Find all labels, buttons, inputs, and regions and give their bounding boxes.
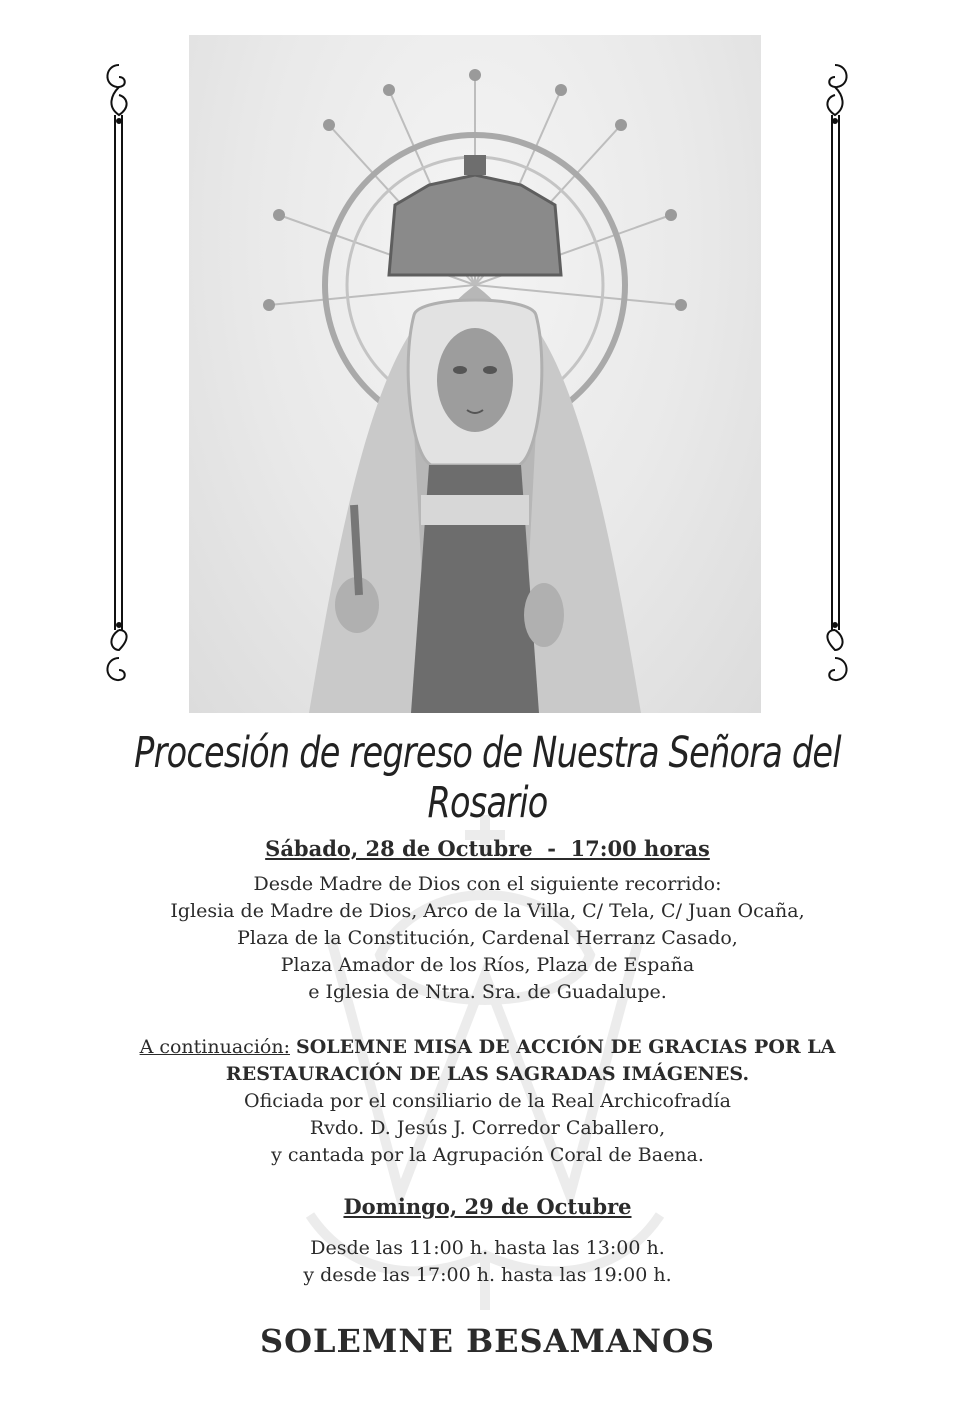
sunday-section <box>0 1193 975 1289</box>
mass-section <box>0 1034 975 1169</box>
route-line: e Iglesia de Ntra. Sra. de Guadalupe. <box>308 981 667 1003</box>
mass-heading-line-1 <box>0 1034 975 1061</box>
mass-line: Rvdo. D. Jesús J. Corredor Caballero, <box>309 1117 666 1139</box>
virgin-image-icon <box>189 35 761 713</box>
sunday-date: Domingo, 29 de Octubre <box>343 1194 632 1219</box>
saturday-section <box>0 835 975 1006</box>
route-line: Desde Madre de Dios con el siguiente recorrido: <box>253 873 722 895</box>
mass-line: y cantada por la Agrupación Coral de Baena. <box>271 1144 704 1166</box>
scroll-ornament-icon <box>813 55 857 690</box>
mass-lead: A continuación: <box>139 1036 290 1058</box>
hours-line: y desde las 17:00 h. hasta las 19:00 h. <box>303 1264 672 1286</box>
mass-heading: SOLEMNE MISA DE ACCIÓN DE GRACIAS POR LA <box>296 1036 836 1058</box>
mass-line: Oficiada por el consiliario de la Real Archicofradía <box>244 1090 731 1112</box>
saturday-date: Sábado, 28 de Octubre - 17:00 horas <box>265 836 710 861</box>
hours-line: Desde las 11:00 h. hasta las 13:00 h. <box>310 1237 665 1259</box>
route-line: Plaza Amador de los Ríos, Plaza de España <box>280 954 695 976</box>
route-line: Iglesia de Madre de Dios, Arco de la Villa, C/ Tela, C/ Juan Ocaña, <box>170 900 805 922</box>
final-heading: SOLEMNE BESAMANOS <box>260 1322 715 1360</box>
mass-heading-line-2: RESTAURACIÓN DE LAS SAGRADAS IMÁGENES. <box>225 1063 750 1085</box>
route-line: Plaza de la Constitución, Cardenal Herranz Casado, <box>237 927 738 949</box>
page-title: Procesión de regreso de Nuestra Señora del Rosario <box>134 728 841 828</box>
scroll-ornament-icon <box>97 55 141 690</box>
